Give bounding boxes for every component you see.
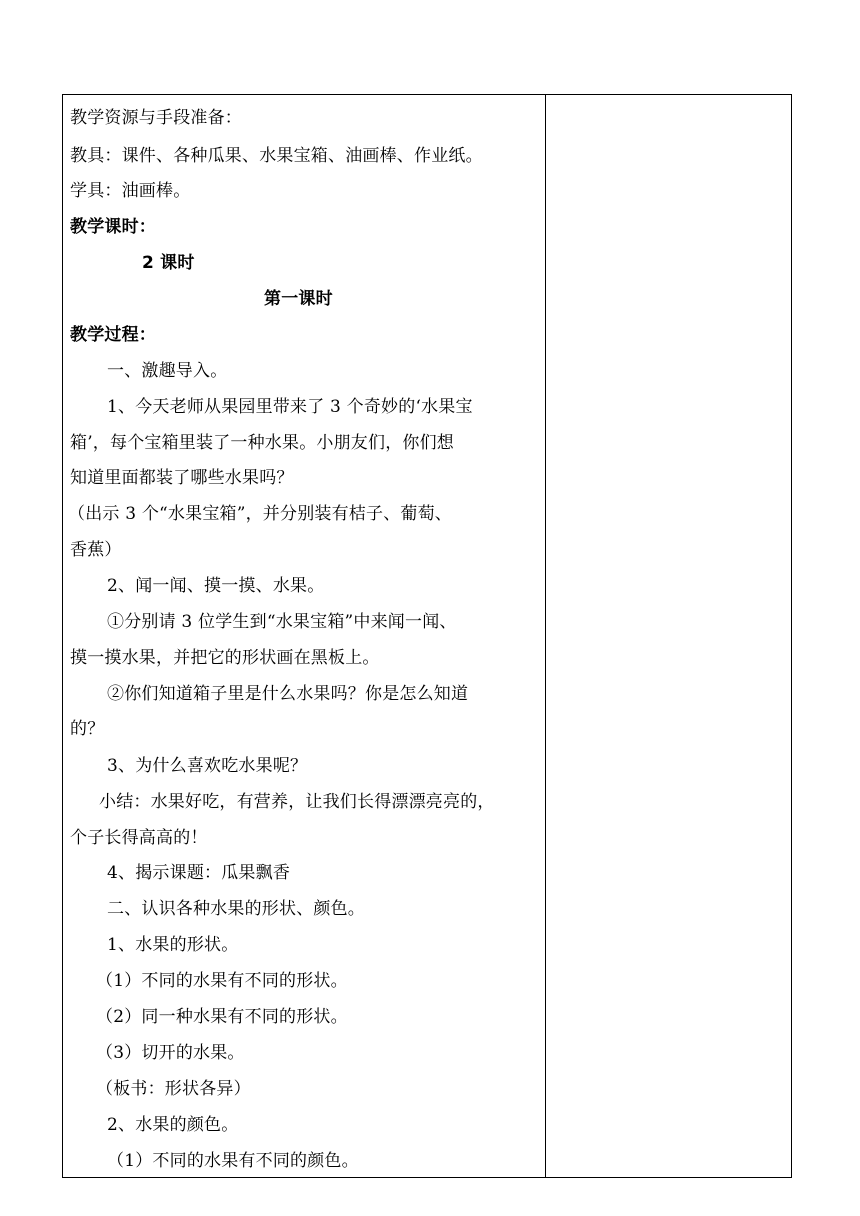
periods-heading: 教学课时： (70, 217, 156, 237)
process-line: 4、揭示课题：瓜果飘香 (107, 863, 291, 883)
process-heading: 教学过程： (70, 325, 156, 345)
teacher-tools: 教具：课件、各种瓜果、水果宝箱、油画棒、作业纸。 (70, 146, 483, 166)
process-line: 一、激趣导入。 (107, 361, 228, 381)
process-line: 小结：水果好吃，有营养，让我们长得漂漂亮亮的， (99, 792, 495, 812)
student-tools: 学具：油画棒。 (70, 181, 191, 201)
process-line: 2、闻一闻、摸一摸、水果。 (107, 576, 325, 596)
process-line: （1）不同的水果有不同的形状。 (96, 971, 348, 991)
process-line: （板书：形状各异） (96, 1079, 251, 1099)
process-line: 3、为什么喜欢吃水果呢？ (107, 756, 308, 776)
process-line: 知道里面都装了哪些水果吗？ (70, 468, 294, 488)
lesson-plan-table (62, 94, 792, 1178)
process-line: （出示 3 个“水果宝箱”，并分别装有桔子、葡萄、 (68, 504, 453, 524)
process-line: ②你们知道箱子里是什么水果吗？你是怎么知道 (107, 684, 469, 704)
periods-value: 2 课时 (142, 253, 195, 273)
process-line: ①分别请 3 位学生到“水果宝箱”中来闻一闻、 (107, 612, 457, 632)
resources-heading: 教学资源与手段准备： (70, 108, 242, 128)
section-title: 第一课时 (264, 289, 333, 309)
process-line: （2）同一种水果有不同的形状。 (96, 1007, 348, 1027)
process-line: 箱’，每个宝箱里装了一种水果。小朋友们，你们想 (70, 433, 455, 453)
process-line: 香蕉） (70, 540, 122, 560)
process-line: 的？ (70, 719, 105, 739)
process-line: 1、今天老师从果园里带来了 3 个奇妙的‘水果宝 (107, 397, 473, 417)
process-line: 二、认识各种水果的形状、颜色。 (107, 899, 365, 919)
process-line: （3）切开的水果。 (96, 1043, 245, 1063)
process-line: 个子长得高高的！ (70, 828, 208, 848)
process-line: 摸一摸水果，并把它的形状画在黑板上。 (70, 648, 380, 668)
process-line: （1）不同的水果有不同的颜色。 (107, 1151, 359, 1171)
column-divider (545, 95, 546, 1177)
notes-cell (547, 95, 791, 1177)
process-line: 1、水果的形状。 (107, 935, 239, 955)
process-line: 2、水果的颜色。 (107, 1115, 239, 1135)
